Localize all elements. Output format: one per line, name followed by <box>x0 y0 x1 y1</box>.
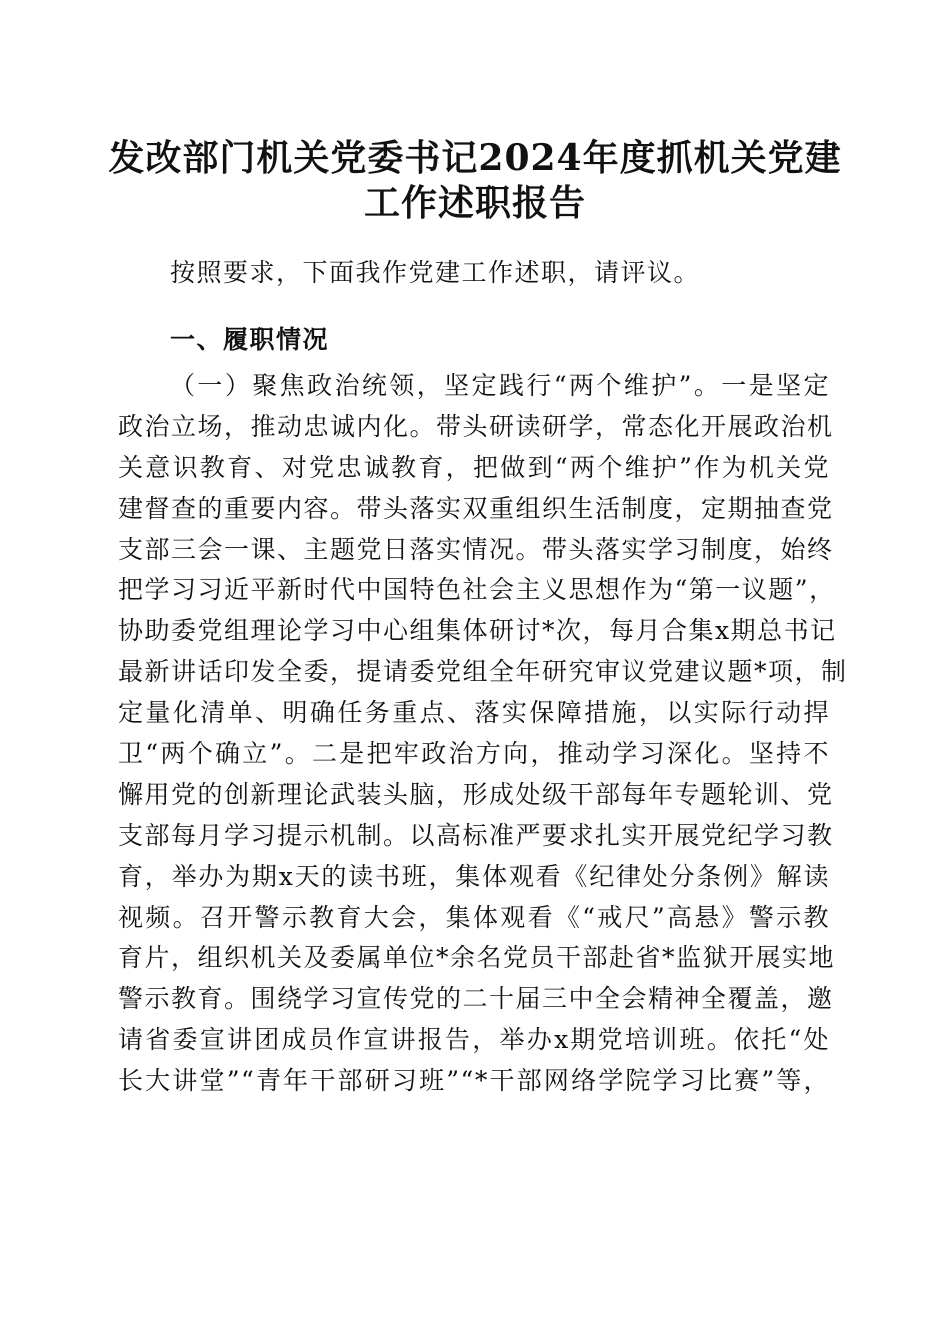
paragraph-line: 关意识教育、对党忠诚教育，把做到“两个维护”作为机关党 <box>118 452 830 482</box>
paragraph-line: 卫“两个确立”。二是把牢政治方向，推动学习深化。坚持不 <box>118 739 830 769</box>
paragraph-line: 把学习习近平新时代中国特色社会主义思想作为“第一议题”， <box>118 575 836 605</box>
paragraph-line: 协助委党组理论学习中心组集体研讨*次，每月合集x期总书记 <box>118 616 837 646</box>
paragraph-line: （一）聚焦政治统领，坚定践行“两个维护”。一是坚定 <box>170 371 830 400</box>
paragraph-line: 视频。召开警示教育大会，集体观看《“戒尺”高悬》警示教 <box>118 902 830 932</box>
paragraph-line: 支部每月学习提示机制。以高标准严要求扎实开展党纪学习教 <box>118 820 834 850</box>
document-title-line-1: 发改部门机关党委书记2024年度抓机关党建 <box>108 137 842 179</box>
section-heading: 一、履职情况 <box>170 325 330 354</box>
document-title-line-2: 工作述职报告 <box>363 182 586 224</box>
paragraph-line: 最新讲话印发全委，提请委党组全年研究审议党建议题*项，制 <box>118 657 848 687</box>
paragraph-line: 定量化清单、明确任务重点、落实保障措施，以实际行动捍 <box>118 698 830 728</box>
paragraph-line: 警示教育。围绕学习宣传党的二十届三中全会精神全覆盖，邀 <box>118 984 834 1014</box>
paragraph-line: 政治立场，推动忠诚内化。带头研读研学，常态化开展政治机 <box>118 411 834 441</box>
paragraph-line: 建督查的重要内容。带头落实双重组织生活制度，定期抽查党 <box>118 493 834 523</box>
paragraph-line: 请省委宣讲团成员作宣讲报告，举办x期党培训班。依托“处 <box>118 1025 830 1055</box>
paragraph-line: 长大讲堂”“青年干部研习班”“*干部网络学院学习比赛”等， <box>118 1066 830 1096</box>
intro-paragraph: 按照要求，下面我作党建工作述职，请评议。 <box>170 258 701 287</box>
body-paragraph <box>118 366 848 1102</box>
paragraph-line: 支部三会一课、主题党日落实情况。带头落实学习制度，始终 <box>118 534 834 564</box>
paragraph-line: 懈用党的创新理论武装头脑，形成处级干部每年专题轮训、党 <box>118 779 834 809</box>
paragraph-line: 育，举办为期x天的读书班，集体观看《纪律处分条例》解读 <box>118 861 830 891</box>
paragraph-line: 育片，组织机关及委属单位*余名党员干部赴省*监狱开展实地 <box>118 943 836 973</box>
